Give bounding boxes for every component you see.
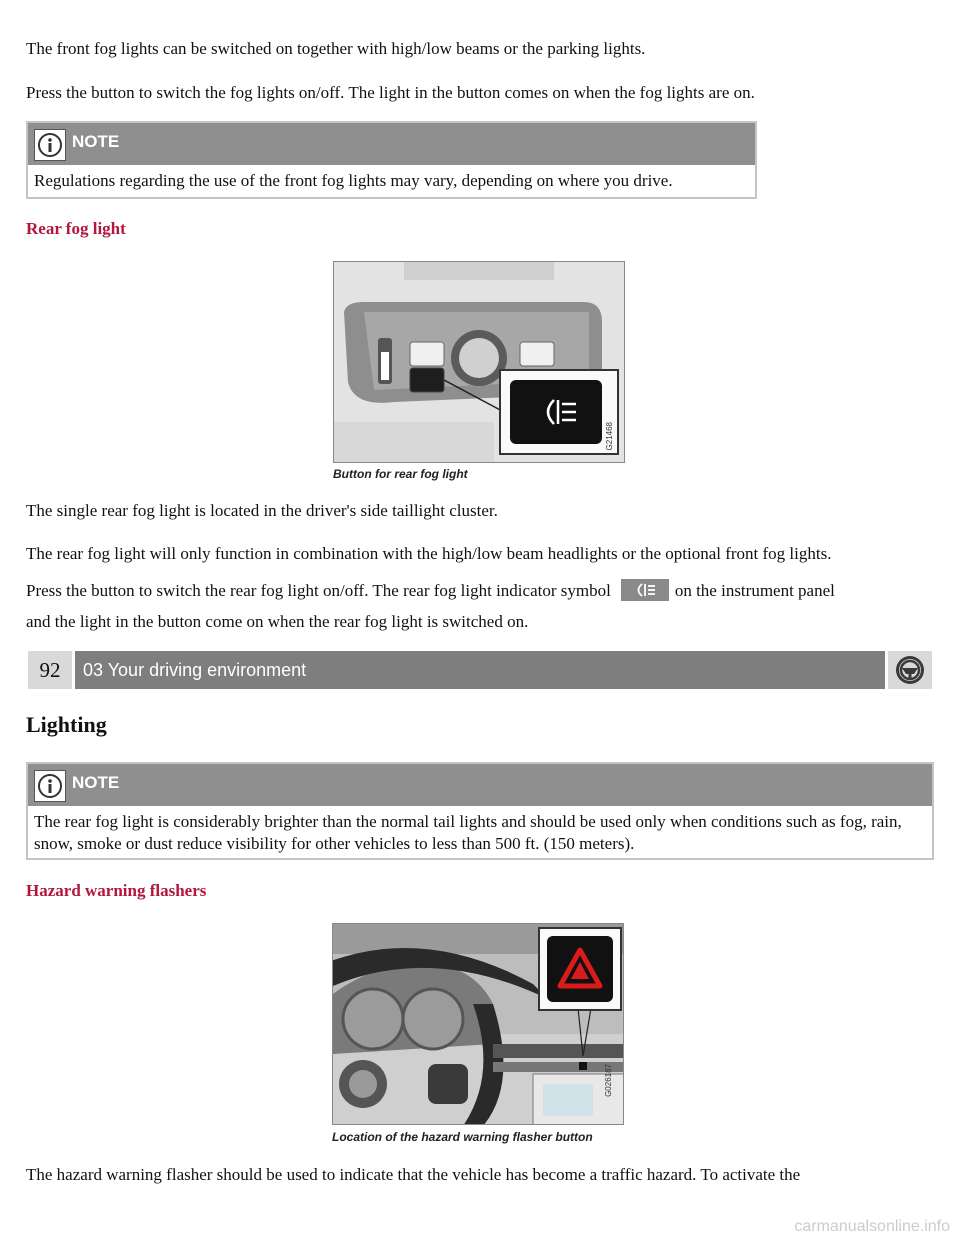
note-body: Regulations regarding the use of the front fog lights may vary, depending on where you drive. (34, 171, 673, 190)
figure-caption-rear-fog: Button for rear fog light (333, 467, 468, 481)
paragraph-rear-fog-light-on: and the light in the button come on when the rear fog light is switched on. (26, 612, 529, 631)
chapter-header-bar (28, 651, 932, 689)
paragraph-front-fog-intro: The front fog lights can be switched on together with high/low beams or the parking lights. (26, 39, 646, 58)
note-body: The rear fog light is considerably brighter than the normal tail lights and should be used only when conditions such as fog, rain, snow, smoke or dust reduce visibility for other vehicles to less than 500 ft. (150 meters). (34, 812, 902, 853)
page-number: 92 (28, 651, 72, 689)
paragraph-hazard-intro: The hazard warning flasher should be used to indicate that the vehicle has become a traffic hazard. To activate the (26, 1165, 801, 1184)
paragraph-text: on the instrument panel (674, 581, 835, 600)
site-watermark: carmanualsonline.info (794, 1218, 950, 1235)
heading-rear-fog-light: Rear fog light (26, 219, 126, 238)
info-icon (34, 129, 66, 161)
heading-hazard-warning-flashers: Hazard warning flashers (26, 881, 207, 900)
paragraph-rear-fog-indicator (26, 580, 936, 603)
note-title: NOTE (72, 773, 120, 792)
figure-rear-fog-button (333, 261, 625, 463)
steering-wheel-icon (888, 651, 932, 689)
paragraph-rear-fog-function: The rear fog light will only function in combination with the high/low beam headlights or the optional front fog lights. (26, 544, 832, 563)
rear-fog-light-icon (621, 579, 669, 601)
paragraph-rear-fog-location: The single rear fog light is located in the driver's side taillight cluster. (26, 501, 498, 520)
note-box-rear-fog (26, 762, 934, 860)
figure-hazard-button (332, 923, 624, 1125)
info-icon (34, 770, 66, 802)
section-title-lighting: Lighting (26, 712, 107, 737)
rear-fog-button-illustration (334, 262, 625, 463)
note-title: NOTE (72, 132, 120, 151)
figure-code: G026187 (604, 1064, 613, 1097)
hazard-button-illustration (333, 924, 624, 1125)
note-header (28, 764, 932, 806)
chapter-title: 03 Your driving environment (75, 651, 885, 689)
figure-caption-hazard: Location of the hazard warning flasher button (332, 1130, 593, 1144)
paragraph-text: Press the button to switch the rear fog light on/off. The rear fog light indicator symbol (26, 581, 611, 600)
figure-code: G21468 (605, 422, 614, 451)
paragraph-front-fog-button: Press the button to switch the fog lights on/off. The light in the button comes on when the fog lights are on. (26, 83, 755, 102)
note-header (28, 123, 755, 165)
note-box-front-fog (26, 121, 757, 199)
